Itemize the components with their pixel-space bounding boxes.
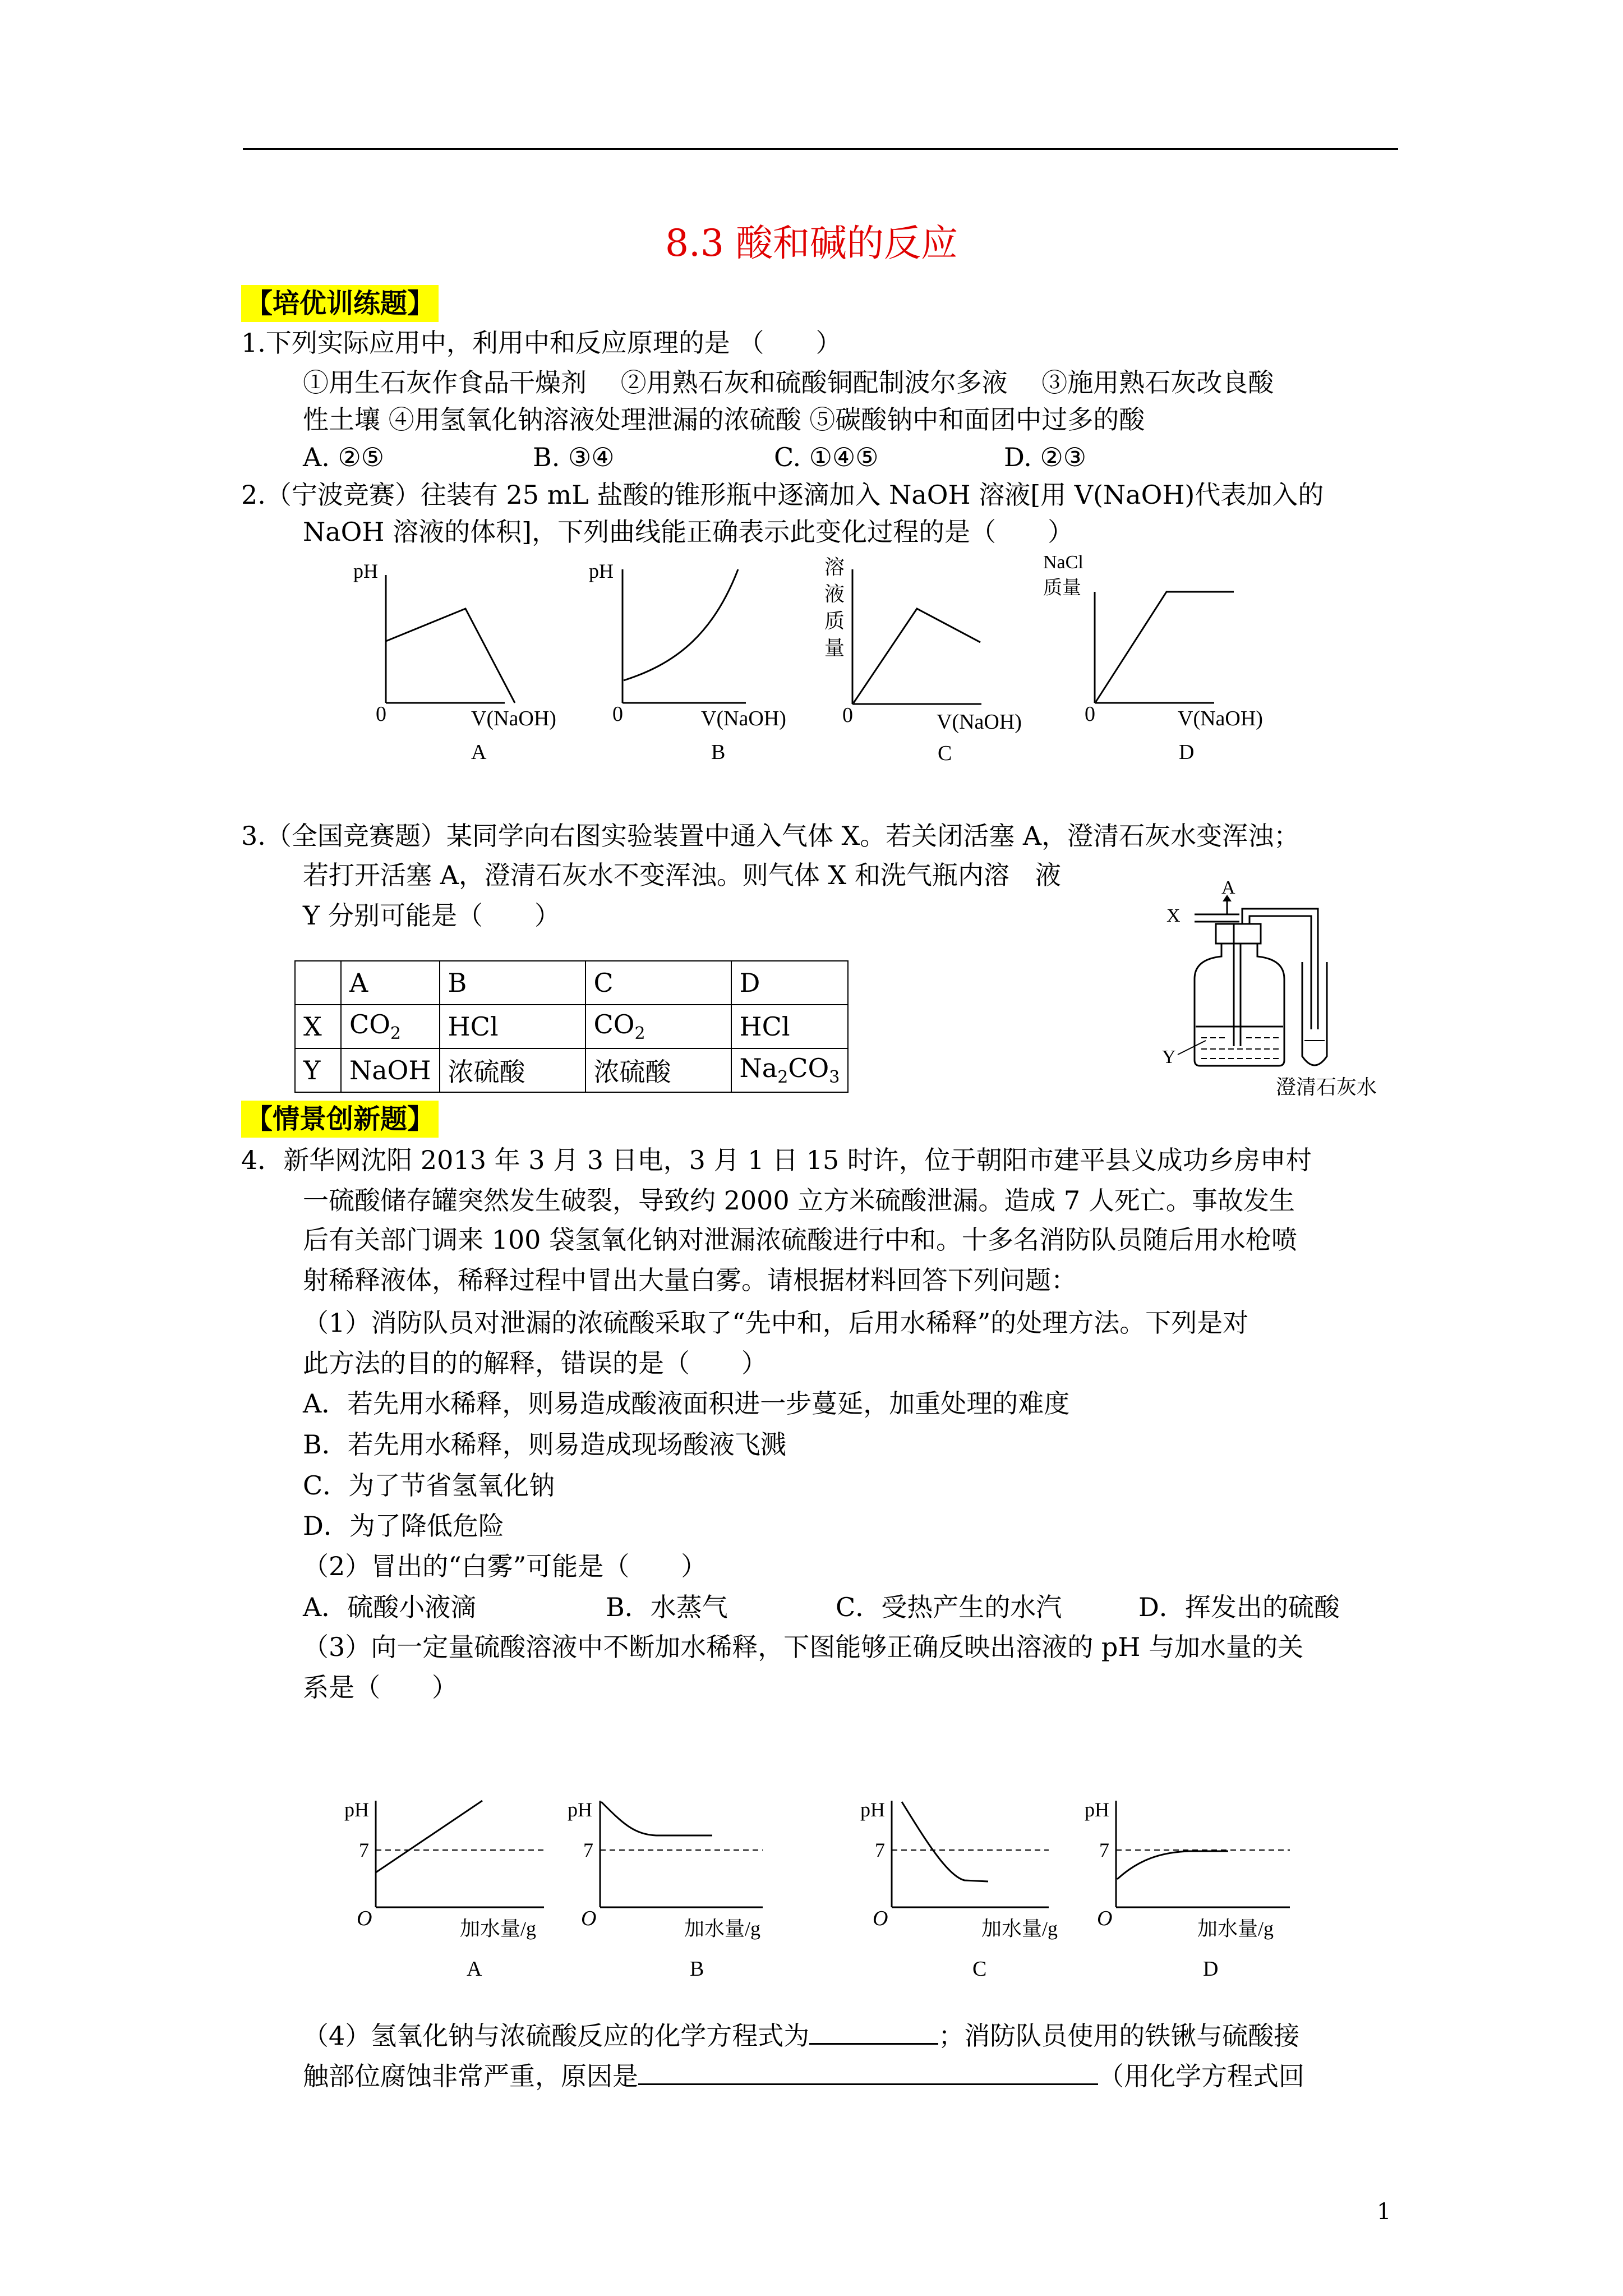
q3-cell: 浓硫酸 [440,1048,585,1092]
q3-cell: D [731,961,849,1005]
q2-curve-a [386,609,515,703]
q2-c-origin: 0 [842,703,853,727]
q3-line3: Y 分别可能是（ ） [303,900,560,931]
q2-graph-a [353,560,556,764]
q4-d-label: D [1203,1957,1219,1980]
q4-a-seven: 7 [359,1839,369,1861]
q4-sub1-option-c: C．为了节省氢氧化钠 [303,1470,555,1501]
q3-cell: C [585,961,731,1005]
q2-graph-c [824,556,1022,765]
q4-sub2-option-b: B．水蒸气 [606,1592,728,1622]
q4-a-label: A [467,1957,482,1980]
q4-b-seven: 7 [583,1839,593,1861]
q3-apparatus-label-x: X [1166,905,1181,926]
q4-sub4-line2-b: （用化学方程式回 [1098,2061,1304,2091]
q2-c-ylabel-3: 质 [824,610,845,632]
q3-apparatus-label-y: Y [1162,1047,1176,1068]
q4-graph-c [860,1798,1058,1980]
q3-table-header [295,961,848,1005]
q3-line2: 若打开活塞 A，澄清石灰水不变浑浊。则气体 X 和洗气瓶内溶 液 [303,860,1061,890]
q2-a-xlabel: V(NaOH) [471,707,556,730]
q3-cell: $Na_2CO_3$ [731,1048,849,1092]
q3-cell: $CO_2$ [585,1005,731,1048]
q4-c-origin: O [873,1907,888,1930]
q4-c-xlabel: 加水量/g [981,1917,1058,1940]
q4-sub2-option-a: A．硫酸小液滴 [303,1592,477,1622]
q2-d-label: D [1179,740,1195,764]
q4-b-label: B [690,1957,704,1980]
q4-sub1-line1: （1）消防队员对泄漏的浓硫酸采取了“先中和，后用水稀释”的处理方法。下列是对 [303,1308,1249,1338]
q3-cell: B [440,961,585,1005]
q4-curve-d [1117,1851,1228,1879]
q3-apparatus-caption: 澄清石灰水 [1276,1076,1377,1098]
q2-c-ylabel-4: 量 [824,637,845,659]
q4-b-xlabel: 加水量/g [684,1917,761,1940]
q4-line1: 4．新华网沈阳 2013 年 3 月 3 日电，3 月 1 日 15 时许，位于朝阳市建平县义成功乡房申村 [241,1145,1312,1175]
q4-graph-b [568,1798,763,1980]
q2-graph-b [589,560,786,764]
q4-sub3-graphs [331,1778,1318,1980]
q4-sub4-line1-a: （4）氢氧化钠与浓硫酸反应的化学方程式为 [303,2021,810,2051]
q2-line1: 2.（宁波竞赛）往装有 25 mL 盐酸的锥形瓶中逐滴加入 NaOH 溶液[用 V(NaOH)代表加入的 [241,480,1324,510]
q2-b-xlabel: V(NaOH) [701,707,786,730]
q3-cell: X [295,1005,341,1048]
q3-table-row-y [295,1048,848,1092]
q2-d-ylabel-2: 质量 [1043,578,1081,599]
q4-d-seven: 7 [1099,1839,1109,1861]
q4-sub1-line2: 此方法的目的的解释，错误的是（ ） [303,1348,767,1378]
q4-sub4-line2-a: 触部位腐蚀非常严重，原因是 [303,2061,638,2091]
q2-graphs [336,547,1312,771]
q2-c-label: C [938,742,952,765]
q2-c-ylabel-1: 溶 [824,556,845,578]
q1-stem: 1.下列实际应用中，利用中和反应原理的是 （ ） [241,328,842,358]
q2-b-label: B [711,740,726,764]
q2-graph-d [1043,552,1263,764]
q4-d-origin: O [1097,1907,1113,1930]
q4-a-origin: O [357,1907,372,1930]
q3-table [294,960,849,1093]
q4-sub4-line2 [303,2059,1304,2093]
q2-curve-d [1096,592,1234,702]
q1-option-a: A. ②⑤ [303,442,384,472]
q2-d-xlabel: V(NaOH) [1178,707,1263,730]
page-title: 8.3 酸和碱的反应 [665,222,958,265]
q2-b-ylabel: pH [589,560,614,582]
q4-sub3-line2: 系是（ ） [303,1672,458,1703]
q4-a-ylabel: pH [344,1798,369,1821]
section-badge-scenario: 【情景创新题】 [241,1101,439,1138]
q3-cell: Y [295,1048,341,1092]
q4-curve-b [601,1802,712,1835]
q3-cell: $CO_2$ [341,1005,440,1048]
q4-b-ylabel: pH [568,1798,592,1821]
q3-apparatus [1155,878,1402,1102]
q4-b-origin: O [581,1907,597,1930]
q4-sub4-blank-2[interactable] [638,2059,1098,2085]
q2-b-origin: 0 [612,702,623,726]
q4-c-label: C [972,1957,987,1980]
q2-c-ylabel-2: 液 [824,583,845,605]
q4-curve-a [376,1801,482,1872]
q3-cell: NaOH [341,1048,440,1092]
q2-a-label: A [471,740,487,764]
q1-option-c: C. ①④⑤ [774,442,879,472]
q1-option-b: B. ③④ [533,442,615,472]
q3-apparatus-label-a: A [1221,878,1235,898]
q4-sub4-blank-1[interactable] [809,2018,938,2045]
q4-sub2-stem: （2）冒出的“白雾”可能是（ ） [303,1551,707,1581]
q2-curve-b [624,569,738,680]
q4-d-xlabel: 加水量/g [1197,1917,1274,1940]
q3-table-row-x [295,1005,848,1048]
q3-line1: 3.（全国竞赛题）某同学向右图实验装置中通入气体 X。若关闭活塞 A，澄清石灰水变浑浊； [241,821,1300,851]
q3-cell: HCl [440,1005,585,1048]
q3-cell [295,961,341,1005]
q3-cell: A [341,961,440,1005]
q1-option-d: D. ②③ [1004,442,1086,472]
q4-sub3-line1: （3）向一定量硫酸溶液中不断加水稀释，下图能够正确反映出溶液的 pH 与加水量的关 [303,1632,1304,1662]
section-badge-training: 【培优训练题】 [241,285,439,322]
q4-graph-a [344,1798,544,1980]
q2-curve-c [854,609,980,703]
q4-sub2-option-d: D．挥发出的硫酸 [1138,1592,1340,1622]
q4-d-ylabel: pH [1085,1798,1109,1821]
q3-cell: 浓硫酸 [585,1048,731,1092]
header-rule [243,148,1398,150]
q4-c-seven: 7 [875,1839,885,1861]
q4-line3: 后有关部门调来 100 袋氢氧化钠对泄漏浓硫酸进行中和。十多名消防队员随后用水枪喷 [303,1225,1298,1255]
q4-line2: 一硫酸储存罐突然发生破裂，导致约 2000 立方米硫酸泄漏。造成 7 人死亡。事故发生 [303,1185,1295,1216]
q2-d-ylabel-1: NaCl [1043,552,1083,573]
q4-sub1-option-b: B．若先用水稀释，则易造成现场酸液飞溅 [303,1429,786,1460]
q4-sub1-option-a: A．若先用水稀释，则易造成酸液面积进一步蔓延，加重处理的难度 [303,1388,1070,1419]
q4-a-xlabel: 加水量/g [460,1917,537,1940]
q1-line2: ①用生石灰作食品干燥剂 ②用熟石灰和硫酸铜配制波尔多液 ③施用熟石灰改良酸 [303,367,1274,398]
q4-sub4-line1 [303,2018,1299,2053]
q2-line2: NaOH 溶液的体积]，下列曲线能正确表示此变化过程的是（ ） [303,517,1074,547]
q4-sub4-line1-b: ；消防队员使用的铁锹与硫酸接 [938,2021,1300,2051]
page-number: 1 [1377,2199,1391,2225]
q2-a-ylabel: pH [353,560,378,582]
q4-sub2-option-c: C．受热产生的水汽 [836,1592,1062,1622]
q4-graph-d [1085,1798,1290,1980]
q4-c-ylabel: pH [860,1798,885,1821]
q1-line3: 性土壤 ④用氢氧化钠溶液处理泄漏的浓硫酸 ⑤碳酸钠中和面团中过多的酸 [303,404,1145,435]
q2-a-origin: 0 [376,702,386,726]
q4-line4: 射稀释液体，稀释过程中冒出大量白雾。请根据材料回答下列问题： [303,1265,1077,1295]
q3-cell: HCl [731,1005,849,1048]
q4-sub1-option-d: D．为了降低危险 [303,1511,504,1541]
q2-d-origin: 0 [1085,702,1095,726]
q2-c-xlabel: V(NaOH) [937,710,1022,734]
q4-curve-c [902,1802,988,1881]
